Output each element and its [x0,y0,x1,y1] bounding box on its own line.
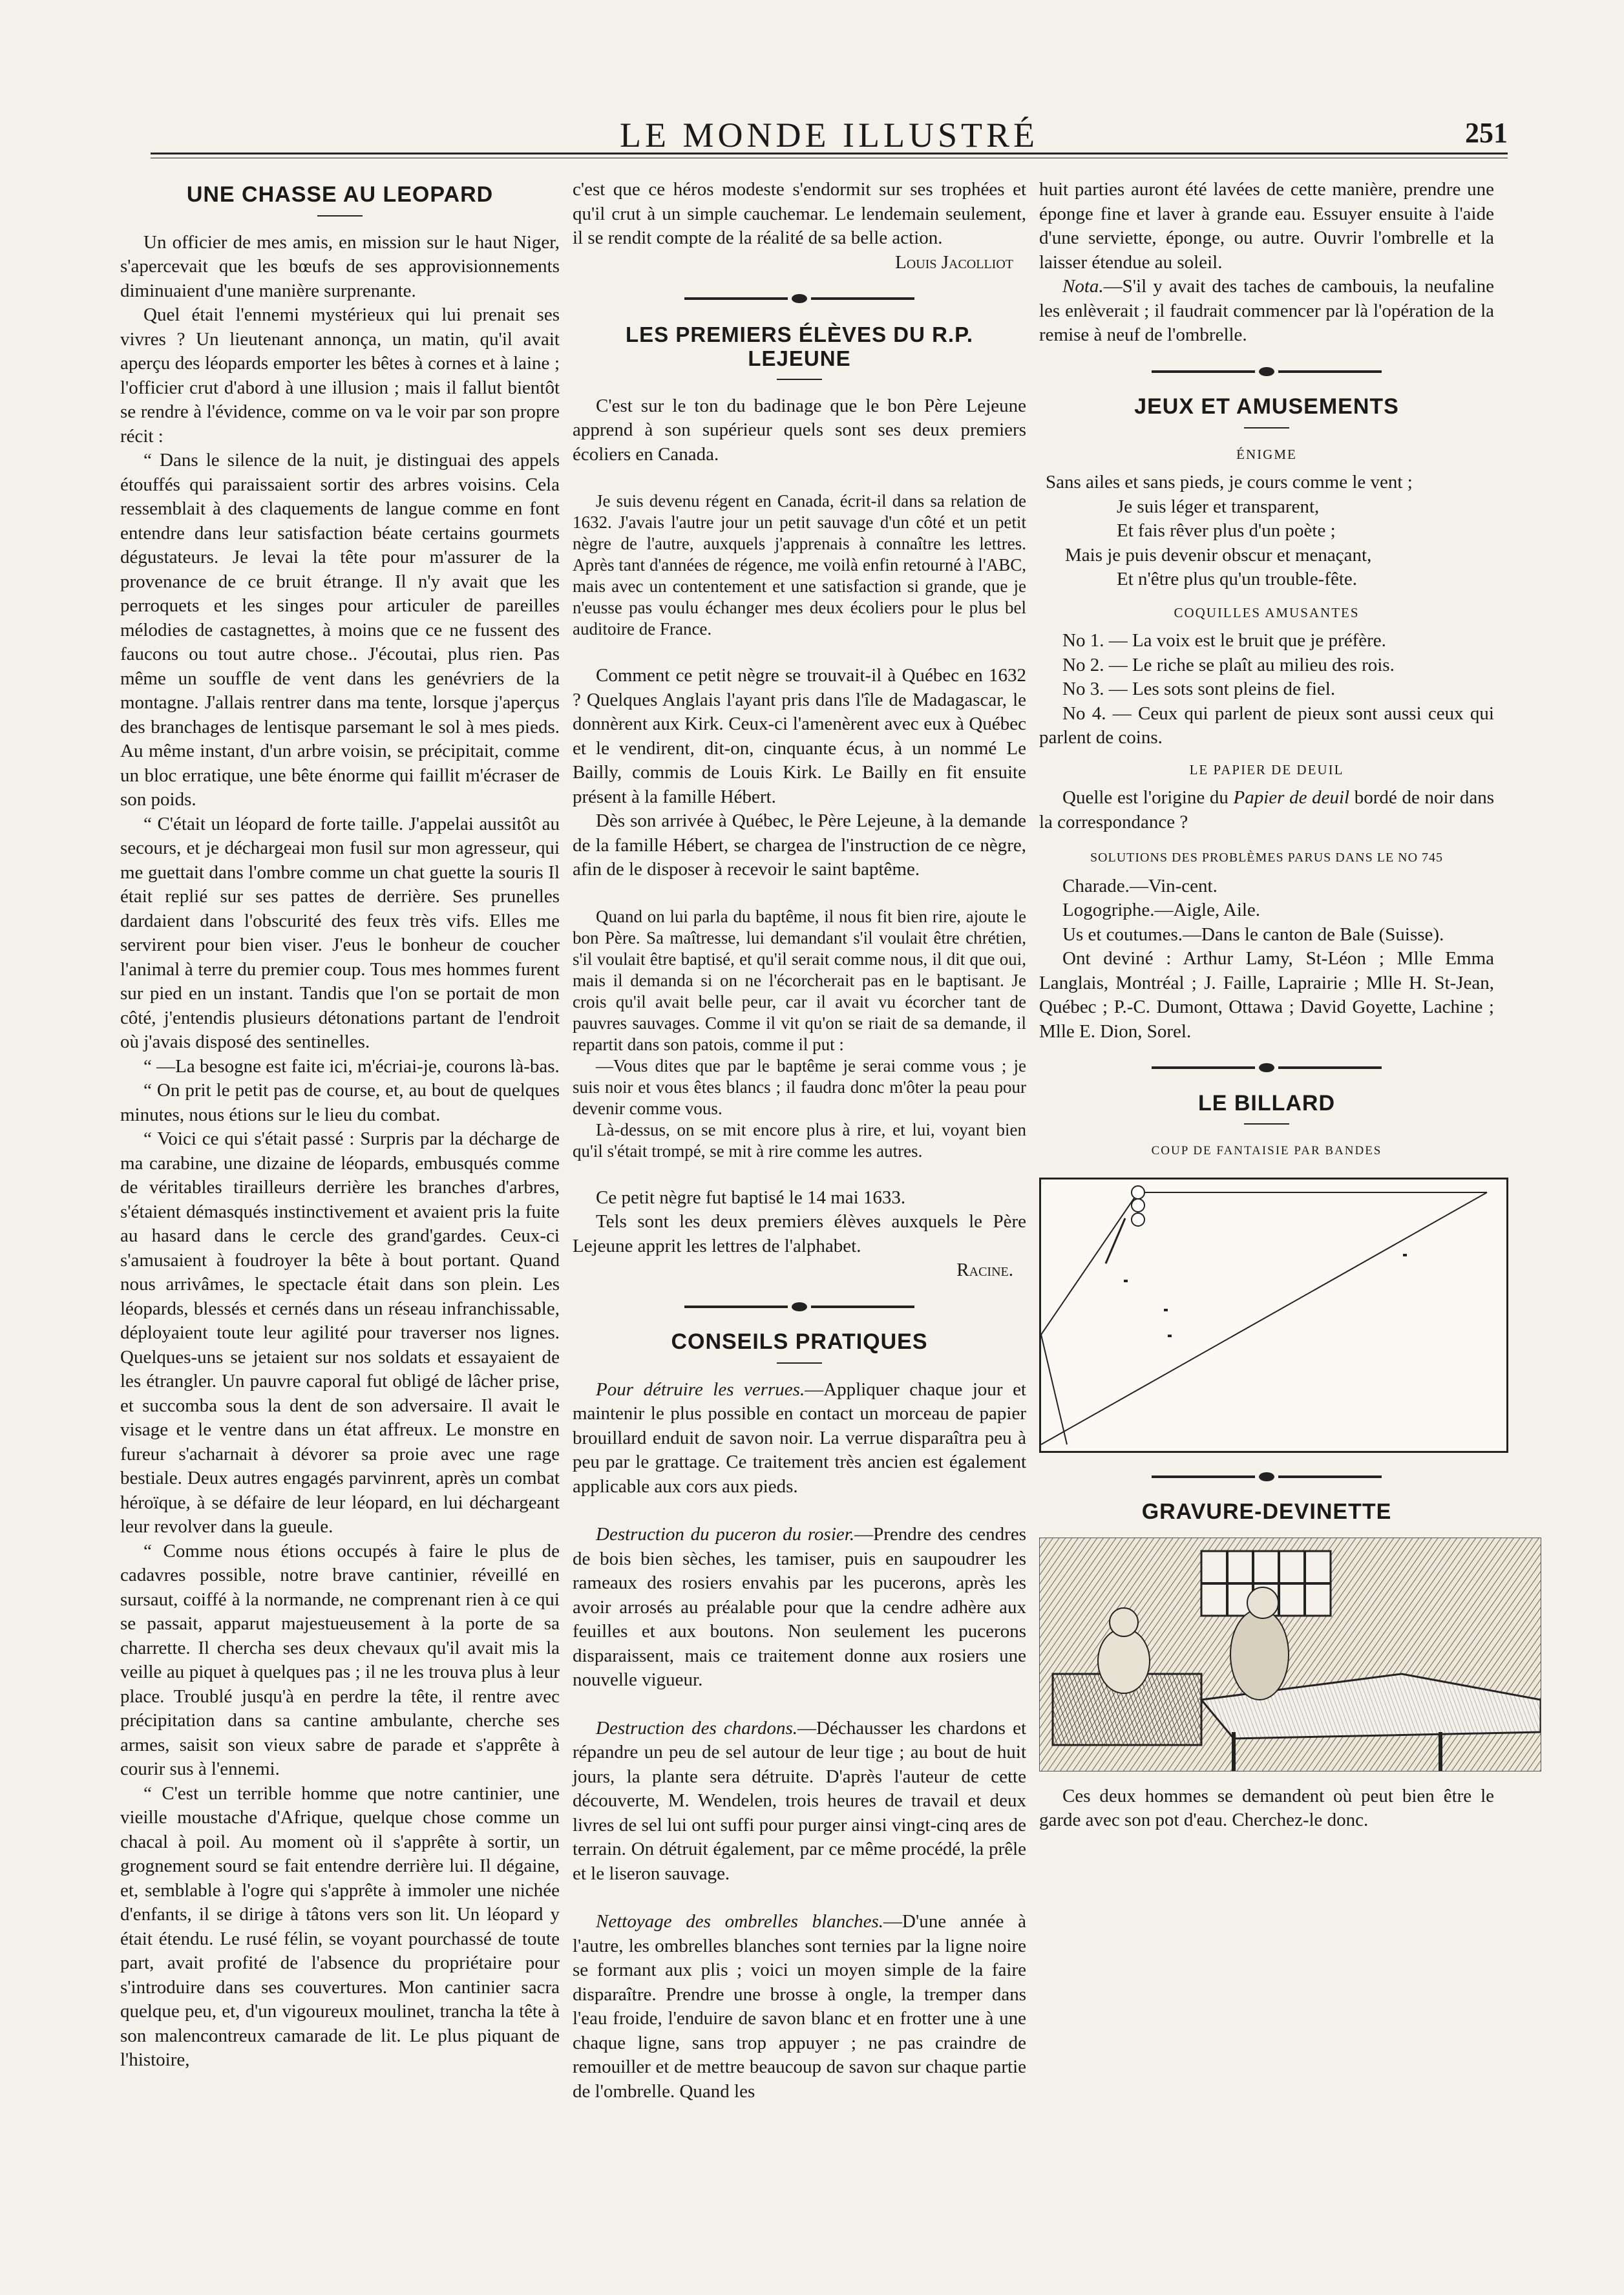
tip-title: Nettoyage des ombrelles blanches. [596,1911,884,1932]
paragraph: —Vous dites que par le baptême je serai comme vous ; je suis noir et vous êtes blancs ; il faudra donc m'ôter la peau pour devenir comme vous. [573,1055,1026,1118]
tip-text: —D'une année à l'autre, les ombrelles blanches sont ternies par la ligne noire se formant aux plis ; voici un moyen simple de la faire disparaître. Prendre une brosse à ongle, la tremper dans l'eau froide, l'enduire de savon blanc et en frotter une à une chaque ligne, sans trop appuyer ; ne pas craindre de remouiller et de mettre beaucoup de savon sur chaque partie de l'ombrelle. Quand les [573,1911,1026,2102]
paragraph: “ Dans le silence de la nuit, je distinguai des appels étouffés qui paraissaient sortir des arbres voisins. Cela ressemblait à des claquements de langue comme en font entendre dans leur satisfaction béate certains gourmets dégustateurs. Je levai la tête pour m'assurer de la provenance de ce bruit étrange. Il n'y avait que les perroquets et les singes pour articuler de pareilles mélodies de castagnettes, à moins que ce ne fussent des faucons ou tout autre chose.. J'écoutai, plus rien. Pas même un souffle de vent dans les genévriers de la montagne. J'allais rentrer dans ma tente, lorsque j'aperçus des branchages de lentisque parsemant le sol à mes pieds. Au même instant, d'un arbre voisin, se précipitait, comme un bloc erratique, une bête énorme qui faillit m'écraser de son poids. [120,450,560,810]
billiard-diagram-svg [1041,1179,1506,1451]
paragraph: huit parties auront été lavées de cette manière, prendre une éponge fine et laver à grande eau. Essuyer ensuite à l'aide d'une serviette, éponge, ou autre. Ouvrir l'ombrelle et la laisser étendue au soleil. [1039,179,1494,273]
masthead [151,110,1508,155]
section-heading-jeux: JEUX ET AMUSEMENTS [1134,394,1399,419]
ornament-divider [573,286,1026,311]
poem-line: Et n'être plus qu'un trouble-fête. [1117,569,1358,589]
solution-item: Charade.—Vin-cent. [1062,875,1218,896]
nota-label: Nota. [1062,276,1104,297]
gravure-caption: Ces deux hommes se demandent où peut bien être le garde avec son pot d'eau. Cherchez-le donc. [1039,1785,1494,1830]
paragraph: Comment ce petit nègre se trouvait-il à Québec en 1632 ? Quelques Anglais l'ayant pris dans l'île de Madagascar, le donnèrent aux Kirk. Ceux-ci l'amenèrent avec eux à Québec et le vendirent, dit-on, cinquante écus, à un nommé Le Bailly, commis de Louis Kirk. Le Bailly en fit ensuite présent à la famille Hébert. [573,665,1026,807]
nota-paragraph [1039,275,1494,348]
ornament-divider [1039,359,1494,384]
paragraph: Quel était l'ennemi mystérieux qui lui prenait ses vivres ? Un lieutenant annonça, un matin, qu'il avait aperçu des léopards emporter les bêtes à cornes et à laine ; l'officier crut d'abord à une illusion ; mais il fallut bientôt se rendre à l'évidence, comme on va le voir par son propre récit : [120,304,560,447]
solution-item: Logogriphe.—Aigle, Aile. [1062,900,1261,920]
article-heading-lejeune: LES PREMIERS ÉLÈVES DU R.P. LEJEUNE [625,322,974,370]
paragraph: “ On prit le petit pas de course, et, au bout de quelques minutes, nous étions sur le lieu du combat. [120,1080,560,1125]
header-rule-top [151,153,1508,154]
engraving-illustration [1039,1538,1541,1771]
solution-item: Us et coutumes.—Dans le canton de Bale (Suisse). [1062,924,1444,945]
tip-item [573,1523,1026,1693]
heading-dash [317,215,363,217]
papier-label: LE PAPIER DE DEUIL [1189,761,1344,777]
papier-question [1039,786,1494,834]
coquille-item: No 3. — Les sots sont pleins de fiel. [1062,679,1336,699]
coquille-item: No 4. — Ceux qui parlent de pieux sont aussi ceux qui parlent de coins. [1039,703,1494,748]
papier-text: Quelle est l'origine du [1062,787,1234,808]
tip-title: Destruction du puceron du rosier. [596,1524,855,1545]
column-1 [120,178,560,2073]
paragraph: Ce petit nègre fut baptisé le 14 mai 1633. [596,1187,906,1208]
tip-item [573,1910,1026,2104]
poem-line: Mais je puis devenir obscur et menaçant, [1065,544,1372,566]
paragraph: Je suis devenu régent en Canada, écrit-il dans sa relation de 1632. J'avais l'autre jour un petit sauvage d'un côté et un petit nègre de l'autre, auxquels j'apprenais à connaître les lettres. Après tant d'années de régence, me voilà enfin retourné à l'ABC, mais avec un contentement et une satisfaction si grande, que je n'eusse pas voulu échanger mes deux écoliers pour le plus bel auditoire de France. [573,491,1026,639]
paragraph: Dès son arrivée à Québec, le Père Lejeune, à la demande de la famille Hébert, se chargea de l'instruction de ce nègre, afin de le disposer à recevoir le saint baptême. [573,810,1026,880]
page-number: 251 [1465,117,1508,149]
ornament-divider [573,1295,1026,1319]
devine-list: Ont deviné : Arthur Lamy, St-Léon ; Mlle Emma Langlais, Montréal ; J. Faille, Laprairie ; Mlle H. St-Jean, Québec ; P.-C. Dumont, Ottawa ; David Goyette, Lachine ; Mlle E. Dion, Sorel. [1039,948,1494,1042]
tip-text: —Prendre des cendres de bois bien sèches, les tamiser, puis en saupoudrer les rameaux des rosiers envahis par les pucerons, après les avoir arrosés au préalable pour que la cendre adhère aux feuilles et aux boutons. Non seulement les pucerons disparaissent, mais ce traitement donne aux rosiers une nouvelle vigueur. [573,1524,1026,1690]
solutions-label: SOLUTIONS DES PROBLÈMES PARUS DANS LE NO 745 [1090,851,1444,865]
paragraph: c'est que ce héros modeste s'endormit sur ses trophées et qu'il crut à un simple cauchemar. Le lendemain seulement, il se rendit compte de la réalité de sa belle action. [573,179,1026,248]
papier-text: bordé de noir dans la correspondance ? [1039,787,1494,832]
coquille-item: No 2. — Le riche se plaît au milieu des rois. [1062,654,1395,675]
coquille-item: No 1. — La voix est le bruit que je préfère. [1062,630,1386,651]
column-3 [1039,178,1494,1833]
column-2 [573,178,1026,2104]
heading-dash [1244,1123,1289,1125]
tip-title: Pour détruire les verrues. [596,1379,805,1400]
nota-text: —S'il y avait des taches de cambouis, la neufaline les enlèverait ; il faudrait commencer par là l'opération de la remise à neuf de l'ombrelle. [1039,276,1494,345]
heading-dash [777,379,822,380]
poem-line: Et fais rêver plus d'un poète ; [1117,520,1336,541]
coquilles-label: COQUILLES AMUSANTES [1174,604,1360,620]
section-heading-gravure: GRAVURE-DEVINETTE [1141,1499,1392,1524]
paragraph: Quand on lui parla du baptême, il nous fit bien rire, ajoute le bon Père. Sa maîtresse, lui demandant s'il voulait être chrétien, s'il voulait être baptisé, et qu'il serait comme nous, il dit que oui, mais il demanda si on ne l'écorcherait pas en le baptisant. Je crois qu'il avait belle peur, car il avait vu écorcher tant de pauvres sauvages. Comme il vit qu'on se riait de sa demande, il repartit dans son patois, comme il put : [573,906,1026,1054]
poem-line: Je suis léger et transparent, [1117,496,1320,517]
papier-emphasis: Papier de deuil [1233,787,1350,808]
heading-dash [1244,427,1289,428]
billard-subtitle: COUP DE FANTAISIE PAR BANDES [1151,1144,1382,1158]
signature: Racine. [956,1260,1013,1280]
poem-line: Sans ailes et sans pieds, je cours comme le vent ; [1046,472,1413,492]
tip-text: —Déchausser les chardons et répandre un peu de sel autour de leur tige ; au bout de huit jours, la plante sera détruite. D'après l'auteur de cette découverte, M. Wendelen, trois heures de travail et deux livres de sel lui ont suffi pour purger ainsi vingt-cinq ares de terrain. On détruit également, par ce même procédé, la prêle et le liseron sauvage. [573,1717,1026,1884]
paragraph: “ Comme nous étions occupés à faire le plus de cadavres possible, notre brave cantinier, réveillé en sursaut, coiffé à la normande, ne comprenant rien à ce qui se passait, apparut majestueusement à la porte de sa charrette. Il chercha ses deux chevaux qu'il avait mis la veille au piquet à quelques pas ; il ne les trouva plus à leur place. Troublé jusqu'à en perdre la tête, il rentre avec précipitation dans sa cantine ambulante, cherche ses armes, saisit son vieux sabre de parade et s'apprête à courir sus à l'ennemi. [120,1540,560,1779]
enigme-label: ÉNIGME [1236,446,1297,462]
newspaper-title: LE MONDE ILLUSTRÉ [620,116,1039,154]
paragraph: Un officier de mes amis, en mission sur le haut Niger, s'apercevait que les bœufs de ses approvisionnements diminuaient d'une manière surprenante. [120,231,560,301]
article-heading-leopard: UNE CHASSE AU LEOPARD [186,182,494,207]
signature: Louis Jacolliot [895,251,1013,273]
billiard-diagram [1039,1178,1508,1453]
paragraph: “ —La besogne est faite ici, m'écriai-je, courons là-bas. [143,1055,560,1077]
ornament-divider [1039,1465,1494,1489]
ornament-divider [1039,1055,1494,1080]
tip-item [573,1717,1026,1887]
tip-text: —Appliquer chaque jour et maintenir le plus possible en contact un morceau de papier brouillard enduit de savon noir. La verrue disparaîtra peu à peu par le grattage. Ce traitement très ancien est également applicable aux cors aux pieds. [573,1379,1026,1497]
engraving-svg [1040,1538,1541,1771]
paragraph: Tels sont les deux premiers élèves auxquels le Père Lejeune apprit les lettres de l'alphabet. [573,1211,1026,1256]
paragraph: “ C'est un terrible homme que notre cantinier, une vieille moustache d'Afrique, quelque chose comme un chacal à poil. Au moment où il s'apprête à sortir, un grognement sourd se fait entendre derrière lui. Il dégaine, et, semblable à l'ogre qui s'apprête à immoler une nichée d'enfants, il se dirige à tâtons vers son lit. Un léopard y était étendu. Le rusé félin, se voyant pourchassé de toute part, avait profité de l'absence du propriétaire pour s'introduire dans ses couvertures. Mon cantinier sacra quelque peu, et, d'un vigoureux moulinet, trancha la tête à son malencontreux camarade de lit. Le plus piquant de l'histoire, [120,1782,560,2070]
tip-title: Destruction des chardons. [596,1717,798,1739]
tip-item [573,1378,1026,1499]
paragraph: C'est sur le ton du badinage que le bon Père Lejeune apprend à son supérieur quels sont ses deux premiers écoliers en Canada. [573,395,1026,465]
paragraph: “ C'était un léopard de forte taille. J'appelai aussitôt au secours, et je déchargeai mon fusil sur mon agresseur, qui me guettait dans l'ombre comme un chat guette la souris Il était replié sur ses pattes de derrière. Ses prunelles dardaient dans l'obscurité des feux très vifs. Elles me servirent pour bien viser. J'eus le bonheur de coucher l'animal à terre du premier coup. Tous mes hommes furent sur pied en un instant. Tandis que l'on se portait de mon côté, j'entendis plusieurs détonations partant de l'endroit où j'avais disposé des sentinelles. [120,813,560,1052]
article-heading-conseils: CONSEILS PRATIQUES [671,1329,928,1354]
paragraph: Là-dessus, on se mit encore plus à rire, et lui, voyant bien qu'il s'était trompé, se mit à rire comme les autres. [573,1119,1026,1161]
section-heading-billard: LE BILLARD [1197,1090,1336,1116]
heading-dash [777,1362,822,1364]
enigme-poem [1039,471,1494,592]
paragraph: “ Voici ce qui s'était passé : Surpris par la décharge de ma carabine, une dizaine de léopards, embusqués comme de véritables tirailleurs derrière les branches d'arbres, s'étaient démasqués instinctivement et avaient pris la fuite au hasard dans le cercle des grand'gardes. Ceux-ci s'amusaient à foudroyer la bête à bout portant. Quand nous arrivâmes, le spectacle était dans son plein. Les léopards, blessés et cernés dans un réseau infranchissable, déployaient toute leur agilité pour traverser nos lignes. Quelques-uns se jetaient sur nos soldats et essayaient de les étrangler. Un pauvre caporal fut obligé de lâcher prise, et succomba sous la dent de son adversaire. Il avait le visage et le ventre dans un état affreux. Le monstre en fureur s'acharnait à dévorer sa proie avec une rage bestiale. Deux autres engagés parvinrent, après un combat héroïque, à se défaire de leur léopard, en lui déchargeant leur revolver dans la gueule. [120,1128,560,1537]
